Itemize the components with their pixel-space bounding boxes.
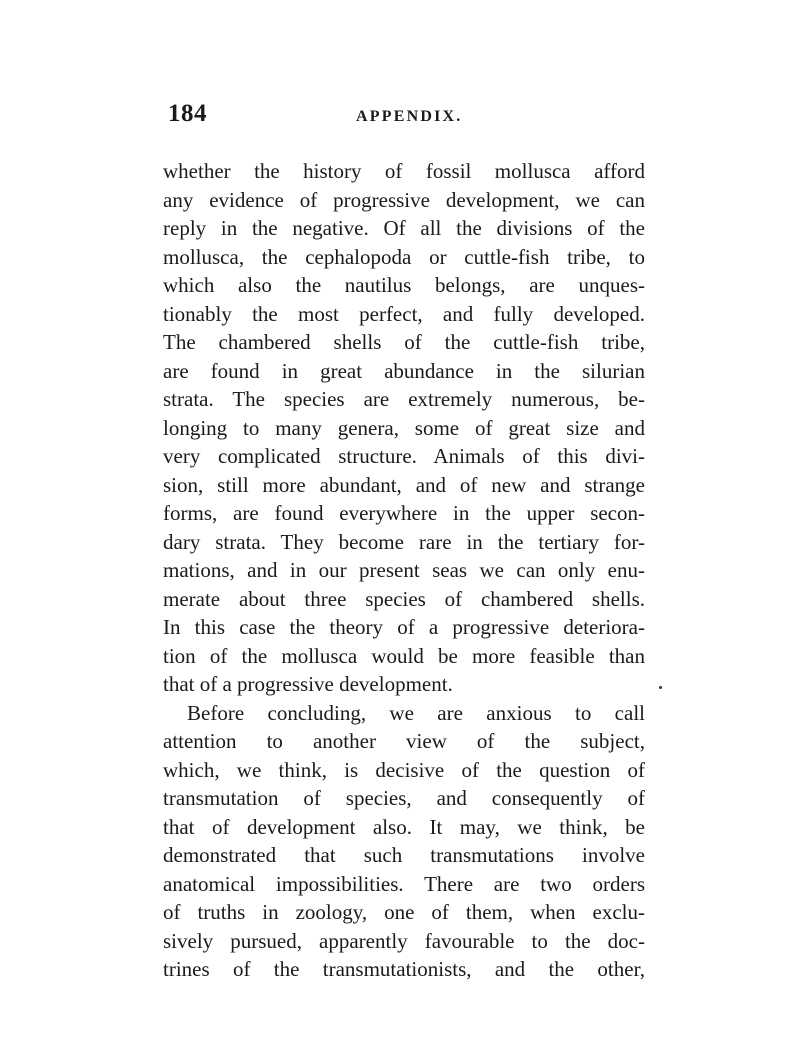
- text-line: trines of the transmutationists, and the other,: [163, 957, 645, 981]
- text-line: merate about three species of chambered shells.: [163, 586, 645, 611]
- text-line: sively pursued, apparently favourable to the doc-: [163, 928, 645, 953]
- text-line: any evidence of progressive development, we can: [163, 187, 645, 212]
- text-line: are found in great abundance in the silurian: [163, 358, 645, 383]
- text-line: In this case the theory of a progressive deteriora-: [163, 615, 645, 639]
- text-line: transmutation of species, and consequently of: [163, 786, 645, 810]
- text-line: of truths in zoology, one of them, when exclu-: [163, 900, 645, 924]
- text-line: very complicated structure. Animals of this divi-: [163, 444, 645, 468]
- text-line: reply in the negative. Of all the divisions of the: [163, 216, 645, 240]
- text-line: forms, are found everywhere in the upper secon-: [163, 501, 645, 525]
- page-header: [168, 100, 648, 134]
- text-line: strata. The species are extremely numerous, be-: [163, 387, 645, 411]
- text-line: that of development also. It may, we think, be: [163, 814, 645, 839]
- text-line: tionably the most perfect, and fully developed.: [163, 301, 645, 326]
- text-line: The chambered shells of the cuttle-fish tribe,: [163, 330, 645, 354]
- page-number: 184: [168, 100, 207, 127]
- text-line: dary strata. They become rare in the tertiary for-: [163, 529, 645, 554]
- paragraph-start-line: Before concluding, we are anxious to call: [187, 700, 645, 725]
- text-line: mollusca, the cephalopoda or cuttle-fish tribe, to: [163, 244, 645, 269]
- text-line: longing to many genera, some of great size and: [163, 415, 645, 440]
- text-line: which also the nautilus belongs, are unques-: [163, 273, 645, 297]
- text-line: whether the history of fossil mollusca afford: [163, 159, 645, 183]
- text-line: that of a progressive development.: [163, 672, 453, 696]
- text-line: tion of the mollusca would be more feasible than: [163, 643, 645, 668]
- text-line: anatomical impossibilities. There are two orders: [163, 871, 645, 896]
- margin-dot: [659, 686, 662, 689]
- body-text: [163, 157, 645, 984]
- text-line: mations, and in our present seas we can only enu-: [163, 558, 645, 582]
- text-line: which, we think, is decisive of the question of: [163, 757, 645, 782]
- text-line: sion, still more abundant, and of new and strange: [163, 472, 645, 497]
- text-line: attention to another view of the subject,: [163, 729, 645, 753]
- running-head: APPENDIX.: [356, 108, 463, 125]
- text-line: demonstrated that such transmutations involve: [163, 843, 645, 867]
